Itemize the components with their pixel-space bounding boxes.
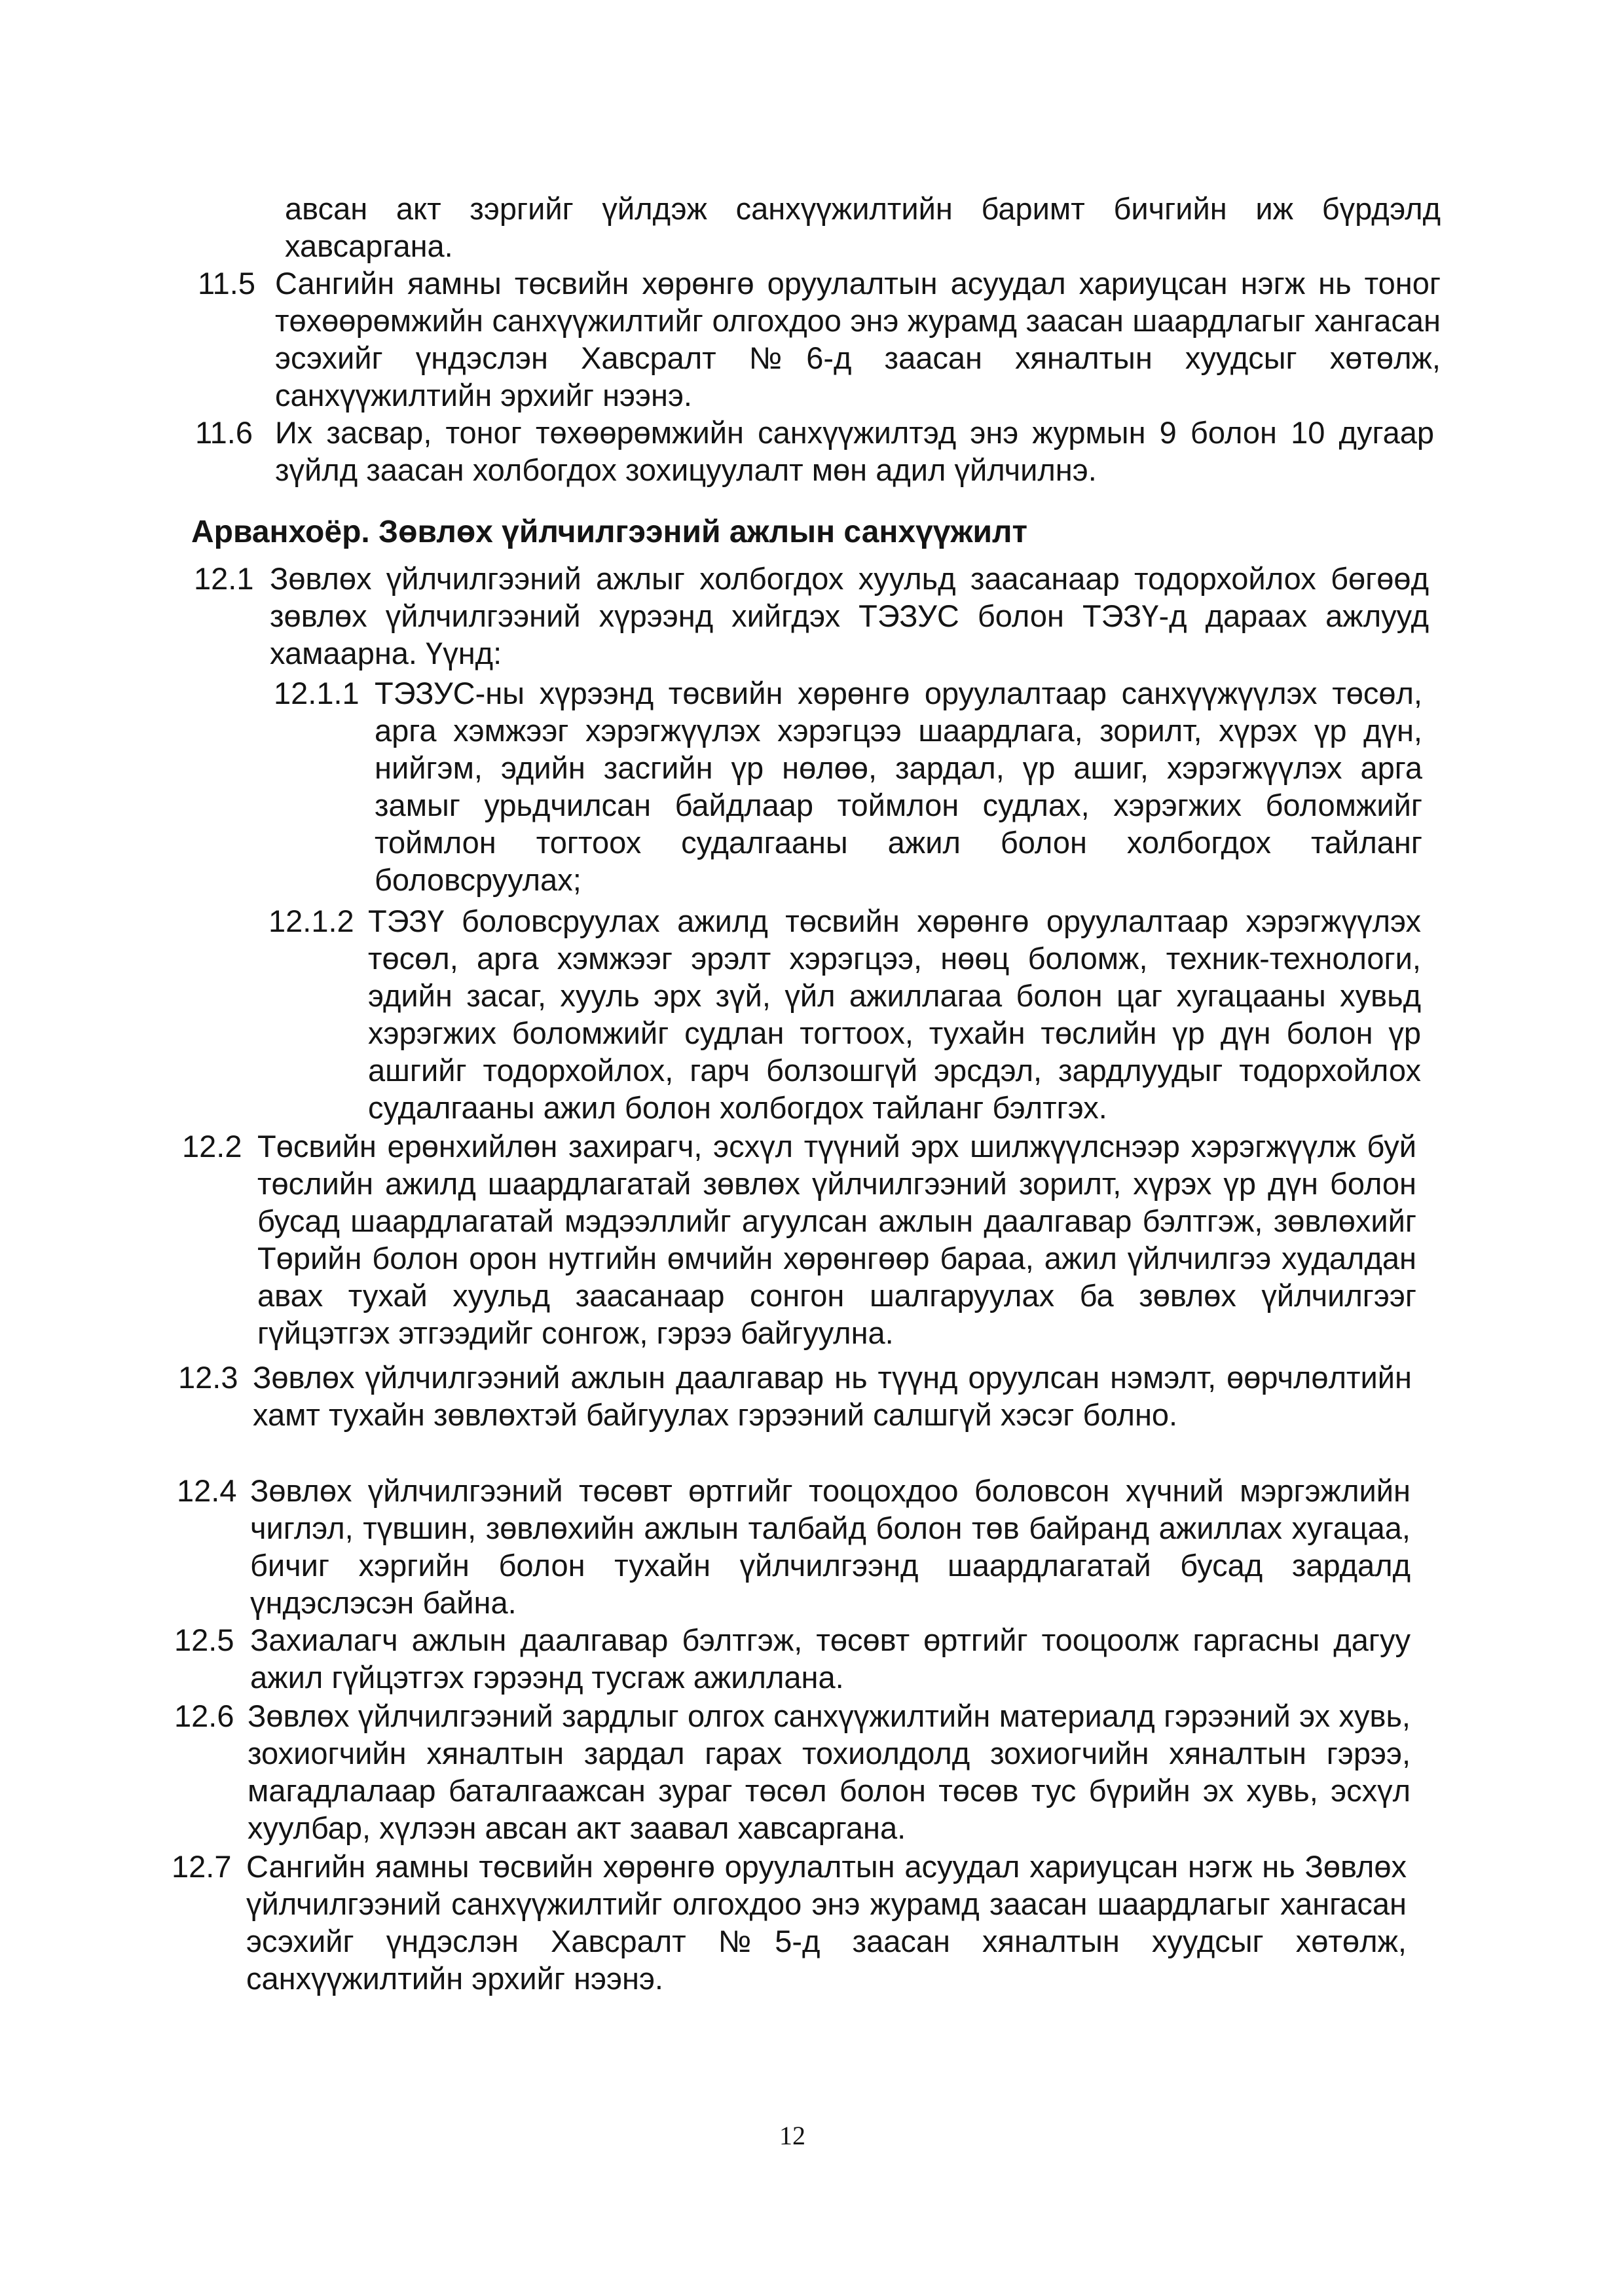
paragraph-text: Сангийн яамны төсвийн хөрөнгө оруулалтын асуудал хариуцсан нэгж нь Зөвлөх үйлчилгээний санхүүжилтийг олгохдоо энэ журамд заасан шаардлагыг хангасан эсэхийг үндэслэн Хавсралт №5-д заасан хяналтын хуудсыг хөтөлж, санхүүжилтийн эрхийг нээнэ. xyxy=(246,1849,1407,1996)
paragraph-text: авсан акт зэргийг үйлдэж санхүүжилтийн баримт бичгийн иж бүрдэлд хавсаргана. xyxy=(285,191,1441,263)
paragraph-number: 12.3 xyxy=(178,1360,238,1395)
paragraph-11-6 xyxy=(0,414,1624,488)
paragraph-12-2 xyxy=(0,1128,1624,1351)
paragraph-text: ТЭЗУС-ны хүрээнд төсвийн хөрөнгө оруулалтаар санхүүжүүлэх төсөл, арга хэмжээг хэрэгжүүлэх хэрэгцээ шаардлага, зорилт, хүрэх үр дүн, нийгэм, эдийн засгийн үр нөлөө, зардал, үр ашиг, хэрэгжүүлэх арга замыг урьдчилсан байдлаар тоймлон судлах, хэрэгжих боломжийг тоймлон тогтоох судалгааны ажил болон холбогдох тайланг боловсруулах; xyxy=(375,676,1422,897)
paragraph-number: 12.5 xyxy=(174,1623,234,1657)
paragraph-number: 12.4 xyxy=(177,1473,237,1508)
paragraph-12-7 xyxy=(0,1848,1624,1997)
paragraph-text: Зөвлөх үйлчилгээний ажлын даалгавар нь түүнд оруулсан нэмэлт, өөрчлөлтийн хамт тухайн зөвлөхтэй байгуулах гэрээний салшгүй хэсэг болно. xyxy=(253,1360,1412,1432)
paragraph-text: Зөвлөх үйлчилгээний зардлыг олгох санхүүжилтийн материалд гэрээний эх хувь, зохиогчийн хяналтын зардал гарах тохиолдолд зохиогчийн хяналтын гэрээ, магадлалаар баталгаажсан зураг төсөл болон төсөв тус бүрийн эх хувь, эсхүл хуулбар, хүлээн авсан акт заавал хавсаргана. xyxy=(248,1698,1411,1845)
paragraph-number: 11.5 xyxy=(198,266,255,301)
paragraph-12-1-1 xyxy=(0,674,1624,898)
page-number: 12 xyxy=(779,2121,805,2150)
paragraph-number: 12.1.2 xyxy=(268,904,354,938)
paragraph-text: Зөвлөх үйлчилгээний төсөвт өртгийг тооцохдоо боловсон хүчний мэргэжлийн чиглэл, түвшин, зөвлөхийн ажлын талбайд болон төв байранд ажиллах хугацаа, бичиг хэргийн болон тухайн үйлчилгээнд шаардлагатай бусад зардалд үндэслэсэн байна. xyxy=(250,1473,1411,1620)
section-heading: Арванхоёр. Зөвлөх үйлчилгээний ажлын санхүүжилт xyxy=(191,515,1028,549)
paragraph-12-4 xyxy=(0,1472,1624,1621)
paragraph-number: 12.7 xyxy=(172,1849,232,1884)
paragraph-text: Зөвлөх үйлчилгээний ажлыг холбогдох хуульд заасанаар тодорхойлох бөгөөд зөвлөх үйлчилгээний хүрээнд хийгдэх ТЭЗУС болон ТЭЗҮ-д дараах ажлууд хамаарна. Үүнд: xyxy=(270,561,1429,670)
paragraph-11-5 xyxy=(0,265,1624,414)
paragraph-number: 12.1.1 xyxy=(274,676,360,710)
paragraph-12-1-2 xyxy=(0,902,1624,1126)
paragraph-text: Төсвийн ерөнхийлөн захирагч, эсхүл түүний эрх шилжүүлснээр хэрэгжүүлж буй төслийн ажилд шаардлагатай зөвлөх үйлчилгээний зорилт, хүрэх үр дүн болон бусад шаардлагатай мэдээллийг агуулсан ажлын даалгавар бэлтгэж, зөвлөхийг Төрийн болон орон нутгийн өмчийн хөрөнгөөр бараа, ажил үйлчилгээ худалдан авах тухай хуульд заасанаар сонгон шалгаруулах ба зөвлөх үйлчилгээг гүйцэтгэх этгээдийг сонгож, гэрээ байгуулна. xyxy=(257,1129,1416,1350)
paragraph-number: 12.1 xyxy=(194,561,254,596)
paragraph-12-1 xyxy=(0,560,1624,672)
paragraph-number: 12.2 xyxy=(182,1129,242,1164)
paragraph-text: ТЭЗҮ боловсруулах ажилд төсвийн хөрөнгө оруулалтаар хэрэгжүүлэх төсөл, арга хэмжээг эрэлт хэрэгцээ, нөөц боломж, техник-технологи, эдийн засаг, хууль эрх зүй, үйл ажиллагаа болон цаг хугацааны хувьд хэрэгжих боломжийг судлан тогтоох, тухайн төслийн үр дүн болон үр ашгийг тодорхойлох, гарч болзошгүй эрсдэл, зардлуудыг тодорхойлох судалгааны ажил болон холбогдох тайланг бэлтгэх. xyxy=(368,904,1421,1125)
paragraph-12-3 xyxy=(0,1359,1624,1471)
paragraph-12-5 xyxy=(0,1621,1624,1696)
paragraph-text: Их засвар, тоног төхөөрөмжийн санхүүжилтэд энэ журмын 9 болон 10 дугаар зүйлд заасан холбогдох зохицуулалт мөн адил үйлчилнэ. xyxy=(275,415,1434,487)
paragraph-12-6 xyxy=(0,1697,1624,1846)
paragraph-11-4-continuation xyxy=(0,190,1624,265)
paragraph-number: 11.6 xyxy=(195,415,253,450)
paragraph-text: Захиалагч ажлын даалгавар бэлтгэж, төсөвт өртгийг тооцоолж гаргасны дагуу ажил гүйцэтгэх гэрээнд тусгаж ажиллана. xyxy=(250,1623,1411,1695)
paragraph-number: 12.6 xyxy=(174,1698,234,1733)
paragraph-text: Сангийн яамны төсвийн хөрөнгө оруулалтын асуудал хариуцсан нэгж нь тоног төхөөрөмжийн санхүүжилтийг олгохдоо энэ журамд заасан шаардлагыг хангасан эсэхийг үндэслэн Хавсралт №6-д заасан хяналтын хуудсыг хөтөлж, санхүүжилтийн эрхийг нээнэ. xyxy=(275,266,1441,413)
